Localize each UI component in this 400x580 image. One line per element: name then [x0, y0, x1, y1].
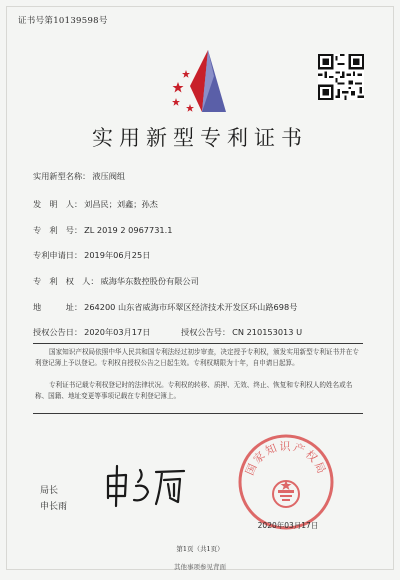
seal-date: 2020年03月17日	[257, 521, 319, 530]
address-row	[33, 302, 297, 313]
inventor-row	[33, 199, 158, 210]
certificate-title: 实用新型专利证书	[92, 126, 308, 150]
field-label: 实用新型名称：	[33, 171, 91, 181]
legal-status-paragraph: 专利证书记载专利权登记时的法律状况。专利权的转移、质押、无效、终止、恢复和专利权人的姓名或名称、国籍、地址变更等事项记载在专利登记簿上。	[35, 381, 353, 400]
field-value: 2019年06月25日	[84, 250, 151, 260]
patent-office-emblem-icon	[168, 46, 234, 116]
application-date-row	[33, 250, 150, 261]
field-value: ZL 2019 2 0967731.1	[84, 225, 173, 235]
page-number: 第1页（共1页）	[176, 545, 224, 553]
field-label: 发 明 人：	[33, 199, 83, 209]
director-signature	[100, 462, 190, 510]
director-name: 申长雨	[40, 502, 68, 512]
field-value: 264200 山东省威海市环翠区经济技术开发区环山路698号	[84, 302, 298, 312]
official-seal	[236, 432, 336, 532]
grant-date-label: 授权公告日：	[33, 327, 83, 337]
footer-note: 其他事项参见背面	[174, 563, 226, 571]
field-label: 专利申请日：	[33, 250, 83, 260]
divider-bottom	[33, 413, 363, 414]
grant-info-row	[33, 327, 302, 338]
director-title: 局长	[40, 486, 59, 496]
grant-number: CN 210153013 U	[232, 327, 303, 337]
field-value: 液压阀组	[92, 171, 126, 181]
field-label: 专 利 号：	[33, 225, 83, 235]
field-label: 地 址：	[33, 302, 83, 312]
field-label: 专 利 权 人：	[33, 276, 99, 286]
svg-text:国家知识产权局: 国家知识产权局	[243, 440, 329, 478]
grant-date: 2020年03月17日	[84, 327, 151, 337]
grant-number-label: 授权公告号：	[181, 327, 231, 337]
field-value: 刘昌民；刘鑫；孙杰	[84, 199, 158, 209]
utility-model-name-row	[33, 171, 125, 182]
qr-code	[318, 54, 364, 100]
certificate-number: 证书号第10139598号	[18, 16, 108, 26]
patentee-row	[33, 276, 199, 287]
grant-paragraph: 国家知识产权局依照中华人民共和国专利法经过初步审查，决定授予专利权，颁发实用新型专利证书并在专利登记簿上予以登记。专利权自授权公告之日起生效。专利权期限为十年，自申请日起算。	[35, 348, 359, 367]
field-value: 威海华东数控股份有限公司	[100, 276, 199, 286]
divider-top	[33, 343, 363, 344]
patent-number-row	[33, 225, 172, 236]
